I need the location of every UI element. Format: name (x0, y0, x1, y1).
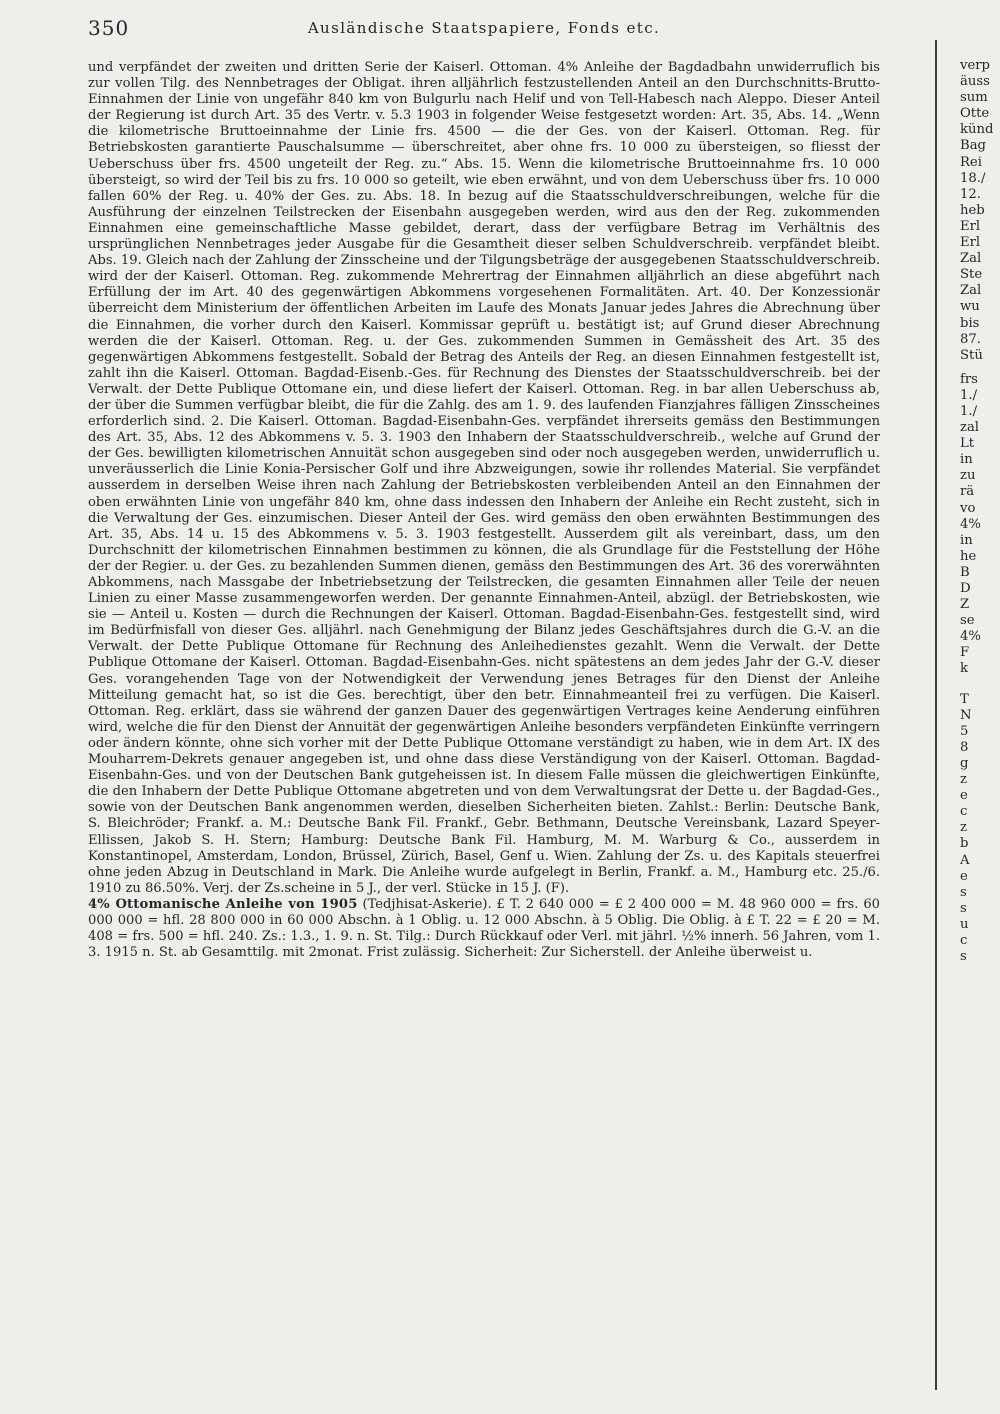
fragment-line: Ste (960, 267, 983, 283)
fragment-line: s (960, 884, 967, 900)
fragment-line: b (960, 836, 969, 852)
adjacent-column-fragment (960, 58, 1000, 965)
fragment-line: T (960, 691, 969, 707)
fragment-line: Z (960, 597, 970, 613)
fragment-line: äuss (960, 74, 990, 90)
fragment-line: sum (960, 90, 988, 106)
fragment-line: verp (960, 58, 991, 73)
fragment-line: künd (960, 122, 994, 138)
section-heading: 4% Ottomanische Anleihe von 1905 (88, 896, 358, 912)
fragment-line: 87. (960, 331, 981, 347)
fragment-line: in (960, 532, 973, 548)
fragment-line: e (960, 788, 968, 804)
fragment-line: A (960, 852, 970, 868)
section-body: (Tedjhisat-Askerie). £ T. 2 640 000 = £ 2 400 000 = M. 48 960 000 = frs. 60 000 000 = hfl. 28 800 000 in 60 000 Abschn. à 1 Oblig. u. 12 000 Abschn. à 5 Oblig. Die Oblig. à £ T. 22 = £ 20 = M. 408 = frs. 500 = hfl. 240. Zs.: 1.3., 1. 9. n. St. Tilg.: Durch Rückkauf oder Verl. mit jährl. ½% innerh. 56 Jahren, vom 1. 3. 1915 n. St. ab Gesamttilg. mit 2monat. Frist zulässig. Sicherheit: Zur Sicherstell. der Anleihe überweist u. (88, 896, 880, 961)
fragment-line: z (960, 772, 967, 788)
fragment-line: frs (960, 371, 978, 387)
fragment-line: se (960, 613, 975, 629)
fragment-line: Lt (960, 436, 975, 452)
fragment-line: zu (960, 468, 976, 484)
fragment-line: D (960, 581, 971, 596)
fragment-line: Erl (960, 235, 981, 251)
fragment-line: vo (960, 500, 976, 516)
fragment-line: z (960, 820, 967, 836)
fragment-line: 12. (960, 186, 981, 202)
fragment-line: 4% (960, 516, 981, 532)
fragment-line: zal (960, 420, 980, 436)
fragment-line: Otte (960, 106, 990, 122)
fragment-line: 18./ (960, 170, 986, 186)
body-paragraph: und verpfändet der zweiten und dritten Serie der Kaiserl. Ottoman. 4% Anleihe der Bagdadbahn unwiderruflich bis zur vollen Tilg. des Nennbetrages der Obligat. ihren alljährlich festzustellenden Anteil an den Durchschnitts-Brutto-Einnahmen der Linie von ungefähr 840 km von Bulgurlu nach Helif und von Tell-Habesch nach Aleppo. Dieser Anteil der Regierung ist durch Art. 35 des Vertr. v. 5.3 1903 in folgender Weise festgesetzt worden: Art. 35, Abs. 14. „Wenn die kilometrische Bruttoeinnahme der Linie frs. 4500 — die der Ges. von der Kaiserl. Ottoman. Reg. für Betriebskosten garantierte Pauschalsumme — überschreitet, aber ohne frs. 10 000 zu übersteigen, so fliesst der Ueberschuss über frs. 4500 ungeteilt der Reg. zu.“ Abs. 15. Wenn die kilometrische Bruttoeinnahme frs. 10 000 übersteigt, so wird der Teil bis zu frs. 10 000 so geteilt, wie eben erwähnt, und von dem Ueberschuss über frs. 10 000 fallen 60% der Reg. u. 40% der Ges. zu. Abs. 18. In bezug auf die Staatsschuldverschreibungen, welche für die Ausführung der einzelnen Teilstrecken der Eisenbahn ausgegeben werden, wird aus den der Reg. zukommenden Einnahmen eine gemeinschaftliche Masse gebildet, derart, dass der verfügbare Betrag im Verhältnis des ursprünglichen Nennbetrages jeder Ausgabe für die Gesamtheit dieser selben Schuldverschreib. verpfändet bleibt. Abs. 19. Gleich nach der Zahlung der Zinsscheine und der Tilgungsbeträge der ausgegebenen Staatsschuldverschreib. wird der der Kaiserl. Ottoman. Reg. zukommende Mehrertrag der Einnahmen alljährlich an diese abgeführt nach Erfüllung der im Art. 40 des gegenwärtigen Abkommens vorgesehenen Formalitäten. Art. 40. Der Konzessionär überreicht dem Ministerium der öffentlichen Arbeiten im Laufe des Monats Januar jedes Jahres die Abrechnung über die Einnahmen, die vorher durch den Kaiserl. Kommissar geprüft u. bestätigt ist; auf Grund dieser Abrechnung werden die der Kaiserl. Ottoman. Reg. u. der Ges. zukommenden Summen in Gemässheit des Art. 35 des gegenwärtigen Abkommens festgestellt. Sobald der Betrag des Anteils der Reg. an diesen Einnahmen festgestellt ist, zahlt ihn die Kaiserl. Ottoman. Bagdad-Eisenb.-Ges. für Rechnung des Dienstes der Staatsschuldverschreib. bei der Verwalt. der Dette Publique Ottomane ein, und diese liefert der Kaiserl. Ottoman. Reg. in bar allen Ueberschuss ab, der über die Summen verfügbar bleibt, die für die Zahlg. des am 1. 9. des laufenden Fianzjahres fälligen Zinsscheines erforderlich sind. 2. Die Kaiserl. Ottoman. Bagdad-Eisenbahn-Ges. verpfändet ihrerseits gemäss den Bestimmungen des Art. 35, Abs. 12 des Abkommens v. 5. 3. 1903 den Inhabern der Staatsschuldverschreib., welche auf Grund der der Ges. bewilligten kilometrischen Annuität schon ausgegeben sind oder noch ausgegeben werden, unwiderruflich u. unveräusserlich die Linie Konia-Persischer Golf und ihre Abzweigungen, sowie ihr rollendes Material. Sie verpfändet ausserdem in derselben Weise ihren nach Zahlung der Betriebskosten verbleibenden Anteil an den Einnahmen der oben erwähnten Linie von ungefähr 840 km, ohne dass indessen den Inhabern der Anleihe ein Recht zusteht, sich in die Verwaltung der Ges. einzumischen. Dieser Anteil der Ges. wird gemäss den oben erwähnten Bestimmungen des Art. 35, Abs. 14 u. 15 des Abkommens v. 5. 3. 1903 festgestellt. Ausserdem gilt als vereinbart, dass, um den Durchschnitt der kilometrischen Einnahmen bestimmen zu können, die als Grundlage für die Feststellung der Höhe der der Regier. u. der Ges. zu bezahlenden Summen dienen, gemäss den Bestimmungen des Art. 36 des vorerwähnten Abkommens, nach Massgabe der Inbetriebsetzung der Teilstrecken, die gesamten Einnahmen aller Teile der neuen Linien zu einer Masse zusammengeworfen werden. Der genannte Einnahmen-Anteil, abzügl. der Betriebskosten, wie sie — Anteil u. Kosten — durch die Rechnungen der Kaiserl. Ottoman. Bagdad-Eisenbahn-Ges. festgestellt sind, wird im Bedürfnisfall von dieser Ges. alljährl. nach Genehmigung der Bilanz jedes Geschäftsjahres durch die G.-V. an die Verwalt. der Dette Publique Ottomane für Rechnung des Anleihedienstes gezahlt. Wenn die Verwalt. der Dette Publique Ottomane der Kaiserl. Ottoman. Bagdad-Eisenbahn-Ges. nicht spätestens an dem jedes Jahr der G.-V. dieser Ges. vorangehenden Tage von der Notwendigkeit der Verwendung jenes Betrages für den Dienst der Anleihe Mitteilung gemacht hat, so ist die Ges. berechtigt, über den betr. Einnahmeanteil frei zu verfügen. Die Kaiserl. Ottoman. Reg. erklärt, dass sie während der ganzen Dauer des gegenwärtigen Vertrages keine Aenderung einführen wird, welche die für den Dienst der Annuität der gegenwärtigen Anleihe besonders verpfändeten Einkünfte verringern oder ändern könnte, ohne sich vorher mit der Dette Publique Ottomane verständigt zu haben, wie in dem Art. IX des Mouharrem-Dekrets genauer angegeben ist, und ohne dass diese Verständigung von der Kaiserl. Ottoman. Bagdad-Eisenbahn-Ges. und von der Deutschen Bank gutgeheissen ist. In diesem Falle müssen die gleichwertigen Einkünfte, die den Inhabern der Dette Publique Ottomane abgetreten und von dem Verwaltungsrat der Dette u. der Bagdad-Ges., sowie von der Deutschen Bank angenommen werden, dieselben Sicherheiten bieten. Zahlst.: Berlin: Deutsche Bank, S. Bleichröder; Frankf. a. M.: Deutsche Bank Fil. Frankf., Gebr. Bethmann, Deutsche Vereinsbank, Lazard Speyer-Ellissen, Jakob S. H. Stern; Hamburg: Deutsche Bank Fil. Hamburg, M. M. Warburg & Co., ausserdem in Konstantinopel, Amsterdam, London, Brüssel, Zürich, Basel, Genf u. Wien. Zahlung der Zs. u. des Kapitals steuerfrei ohne jeden Abzug in Deutschland in Mark. Die Anleihe wurde aufgelegt in Berlin, Frankf. a. M., Hamburg etc. 25./6. 1910 zu 86.50%. Verj. der Zs.scheine in 5 J., der verl. Stücke in 15 J. (F). (88, 60, 880, 896)
column-divider (935, 40, 937, 1390)
fragment-line: 8 (960, 739, 969, 755)
fragment-line: c (960, 932, 968, 948)
main-text-column (88, 60, 880, 961)
fragment-line: Bag (960, 138, 986, 154)
fragment-line: 1./ (960, 403, 978, 419)
fragment-line: Erl (960, 218, 981, 234)
page-header (88, 16, 880, 46)
fragment-line: B (960, 564, 970, 580)
fragment-line: heb (960, 202, 985, 218)
fragment-line: s (960, 900, 967, 916)
fragment-line: in (960, 452, 973, 468)
fragment-line: F (960, 645, 970, 661)
fragment-gap (960, 678, 1000, 692)
fragment-line: 4% (960, 629, 981, 645)
fragment-line: 1./ (960, 387, 978, 403)
fragment-gap (960, 364, 1000, 372)
fragment-line: u (960, 916, 969, 932)
fragment-line: Rei (960, 154, 982, 170)
fragment-line: rä (960, 484, 975, 500)
fragment-line: he (960, 548, 977, 564)
fragment-line: wu (960, 299, 980, 315)
fragment-line: c (960, 804, 968, 820)
fragment-line: Zal (960, 251, 982, 267)
fragment-line: s (960, 949, 967, 965)
running-title: Ausländische Staatspapiere, Fonds etc. (307, 19, 661, 37)
fragment-line: Stü (960, 347, 983, 363)
page-number: 350 (88, 16, 130, 40)
fragment-line: 5 (960, 723, 969, 739)
body-paragraph-2 (88, 897, 880, 961)
fragment-line: Zal (960, 283, 982, 299)
fragment-line: N (960, 707, 972, 723)
fragment-line: bis (960, 315, 980, 331)
fragment-line: k (960, 661, 968, 677)
fragment-line: e (960, 868, 968, 884)
fragment-line: g (960, 755, 969, 771)
